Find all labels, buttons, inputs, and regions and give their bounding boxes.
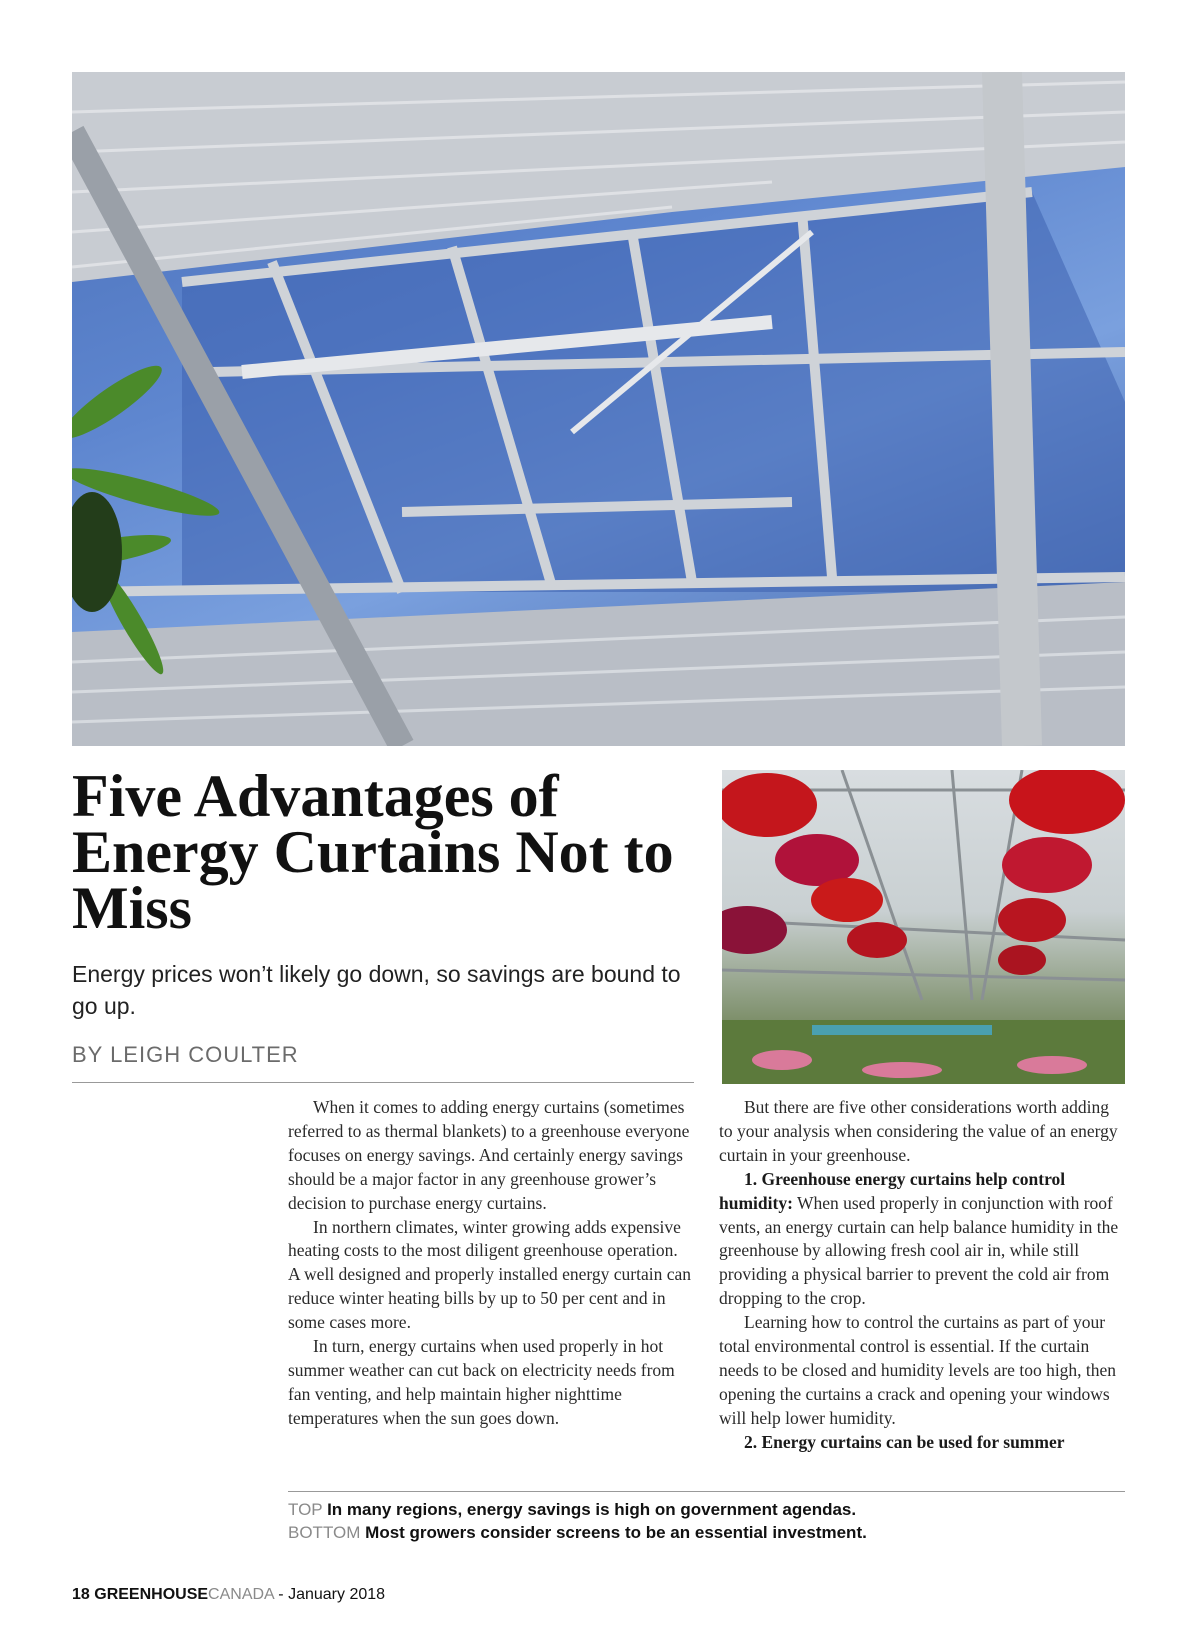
- caption-top: [288, 1498, 856, 1522]
- body-paragraph: But there are five other considerations worth adding to your analysis when considering the value of an energy curtain in your greenhouse.: [719, 1097, 1118, 1165]
- article-byline: BY LEIGH COULTER: [72, 1042, 299, 1067]
- greenhouse-roof-illustration: [72, 72, 1125, 746]
- magazine-name-secondary: CANADA: [208, 1586, 274, 1603]
- numbered-point-heading: 2. Energy curtains can be used for summer: [744, 1431, 1065, 1452]
- body-paragraph: [719, 1168, 1125, 1311]
- body-column-1: [288, 1096, 692, 1431]
- numbered-point-heading: 1. Greenhouse energy curtains help control humidity:: [719, 1168, 1066, 1213]
- caption-label: BOTTOM: [288, 1523, 361, 1542]
- body-paragraph: [719, 1431, 1125, 1455]
- body-paragraph: In northern climates, winter growing adds expensive heating costs to the most diligent greenhouse operation. A well designed and properly installed energy curtain can reduce winter heating bills by up to 50 per cent and in some cases more.: [288, 1216, 692, 1333]
- caption-divider: [288, 1491, 1125, 1492]
- greenhouse-roof-photo: [72, 72, 1125, 746]
- hanging-baskets-illustration: [722, 770, 1125, 1084]
- body-column-2: [719, 1096, 1125, 1455]
- hanging-baskets-photo: [722, 770, 1125, 1084]
- body-paragraph: In turn, energy curtains when used properly in hot summer weather can cut back on electricity needs from fan venting, and help maintain higher nighttime temperatures when the sun goes down.: [288, 1336, 675, 1428]
- magazine-name: GREENHOUSE: [94, 1586, 209, 1603]
- body-paragraph: When it comes to adding energy curtains (sometimes referred to as thermal blankets) to a greenhouse everyone focuses on energy savings. And certainly energy savings should be a major factor in any greenhouse grower’s decision to purchase energy curtains.: [288, 1097, 690, 1213]
- numbered-point-text: When used properly in conjunction with roof vents, an energy curtain can help balance humidity in the greenhouse by allowing fresh cool air in, while still providing a physical barrier to prevent the cold air from dropping to the crop.: [719, 1192, 1119, 1309]
- caption-label: TOP: [288, 1500, 323, 1519]
- byline-divider: [72, 1082, 694, 1083]
- caption-bottom: [288, 1521, 867, 1545]
- body-paragraph: Learning how to control the curtains as part of your total environmental control is essential. If the curtain needs to be closed and humidity levels are too high, then opening the curtains a crack and opening your windows will help lower humidity.: [719, 1312, 1117, 1428]
- article-deck: Energy prices won’t likely go down, so savings are bound to go up.: [72, 961, 681, 1019]
- page-footer: [72, 1586, 385, 1604]
- caption-text: In many regions, energy savings is high on government agendas.: [327, 1500, 857, 1519]
- article-title: Five Advantages of Energy Curtains Not to Miss: [72, 763, 674, 941]
- page-number: 18: [72, 1586, 90, 1603]
- caption-text: Most growers consider screens to be an essential investment.: [365, 1523, 867, 1542]
- issue-date: - January 2018: [278, 1586, 386, 1603]
